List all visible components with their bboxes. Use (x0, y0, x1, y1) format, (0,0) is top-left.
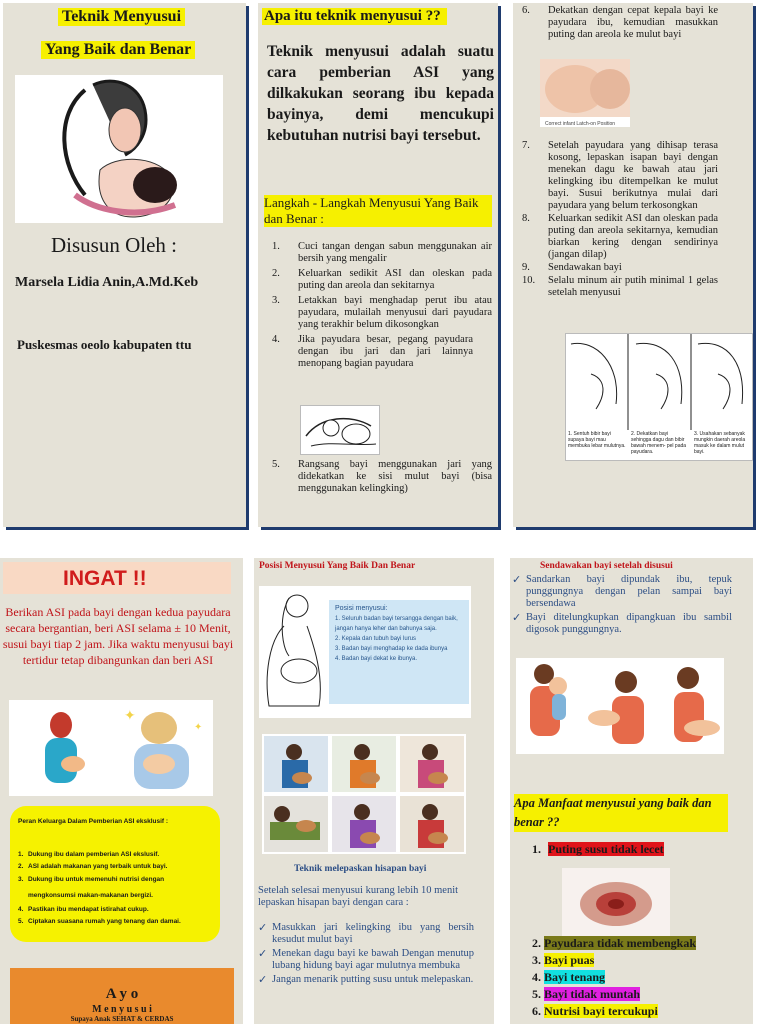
positions-heading: Posisi Menyusui Yang Baik Dan Benar (259, 561, 416, 571)
definition-heading: Apa itu teknik menyusui ?? (262, 8, 447, 25)
ayo-banner (10, 968, 234, 1024)
list-item: 4. Badan bayi dekat ke ibunya. (335, 656, 418, 662)
steps-heading: Langkah - Langkah Menyusui Yang Baik dan Benar : (264, 195, 492, 227)
list-item: 2. Kepala dan tubuh bayi lurus (335, 636, 417, 642)
mother-breastfeeding-illustration (15, 75, 223, 223)
breast-hold-illustration (300, 405, 380, 455)
benefit-label: Puting susu tidak lecet (548, 842, 664, 856)
list-item: 1. Seluruh badan bayi tersangga dengan baik, jangan hanya leher dan bahunya saja. (335, 616, 458, 632)
release-list (258, 922, 474, 986)
positions-box (329, 600, 469, 704)
ingat-banner (3, 562, 231, 594)
list-item: 10. Selalu minum air putih minimal 1 gelas setelah menyusui (522, 275, 718, 298)
list-item: ✓ Jangan menarik putting susu untuk melepaskan. (258, 974, 474, 986)
list-item: 2. Keluarkan sedikit ASI dan oleskan pada puting dan areola dan sekitarnya (272, 268, 492, 291)
family-role-list (18, 849, 212, 927)
list-item: 7. Setelah payudara yang dihisap terasa kosong, lepaskan isapan bayi dengan menekan dagu ke bawah atau jari kelingking ibu ditempelkan ke mulut bayi. Susui berikutnya mulai dari payudara yang belum terkosongkan (522, 140, 718, 211)
list-item: ✓ Menekan dagu bayi ke bawah Dengan menutup lubang hidung bayi agar mulutnya membuka (258, 948, 474, 972)
latch-on-photo (540, 59, 630, 127)
mothers-illustration (9, 700, 213, 796)
positions-illustration (259, 586, 471, 718)
list-item: ✓ Masukkan jari kelingking ibu yang bersih kesudut mulut bayi (258, 922, 474, 946)
list-item: 6. Dekatkan dengan cepat kepala bayi ke payudara ibu, kemudian masukkan puting dan areola ke mulut bayi (522, 5, 718, 40)
puskesmas-name: Puskesmas oeolo kabupaten ttu (17, 337, 192, 352)
latch-caption: Correct infant Latch-on Position (545, 121, 616, 127)
panel-definition (258, 3, 498, 527)
svg-text:✦: ✦ (194, 722, 203, 733)
list-item: 1. Dukung ibu dalam pemberian ASI ekslusif. (18, 851, 160, 858)
panel-reminder (0, 558, 243, 1024)
list-item: 4. Pastikan ibu mendapat istirahat cukup. (18, 906, 149, 913)
positions-title: Posisi menyusui: (335, 605, 388, 612)
diagram-caption-1: 1. Sentuh bibir bayi supaya bayi mau membuka lebar mulutnya. (568, 431, 626, 449)
list-item: ✓ Sandarkan bayi dipundak ibu, tepuk punggungnya dengan pelan sampai bayi bersendawa (512, 574, 732, 610)
panel-burping (510, 558, 753, 1024)
cover-title-2: Yang Baik dan Benar (41, 41, 195, 59)
release-heading: Teknik melepaskan hisapan bayi (294, 864, 427, 874)
positions-photo-grid (262, 734, 466, 854)
burping-list (512, 574, 732, 636)
burping-illustration (516, 658, 724, 754)
ayo-text: A y o (105, 986, 139, 1002)
nipple-photo (562, 868, 670, 936)
list-item: 4. Bayi tenang (532, 970, 606, 984)
supaya-text: Supaya Anak SEHAT & CERDAS (70, 1015, 174, 1023)
benefit-label: Payudara tidak membengkak (544, 936, 697, 950)
panel-steps (513, 3, 753, 527)
steps-list-6 (522, 5, 718, 41)
list-item: 6. Nutrisi bayi tercukupi (532, 1004, 658, 1018)
list-item: 3. Badan bayi menghadap ke dada ibunya (335, 646, 448, 652)
list-item: 5. Rangsang bayi menggunakan jari yang didekatkan ke sisi mulut bayi (bisa menggunakan kelingking) (272, 459, 492, 494)
ingat-title: INGAT !! (63, 567, 147, 590)
list-item: 5. Ciptakan suasana rumah yang tenang dan damai. (18, 917, 181, 925)
steps-list-7-10 (522, 140, 718, 299)
list-item: 3. Bayi puas (532, 953, 595, 967)
list-item: ✓ Bayi ditelungkupkan dipangkuan ibu sambil digosok punggungnya. (512, 612, 732, 636)
menyusui-text: M e n y u s u i (92, 1004, 152, 1015)
definition-text: Teknik menyusui adalah suatu cara pemberian ASI yang dilkakukan seorang ibu kepada bayinya, demi mencukupi kebutuhan nutrisi bayi tersebut. (267, 43, 494, 144)
list-item: 3. Dukung ibu untuk memenuhi nutrisi dengan mengkonsumsi makan-makanan bergizi. (18, 876, 165, 899)
latch-diagram (565, 333, 753, 461)
benefit-label: Bayi puas (544, 953, 595, 967)
benefits-item-1: 1. Puting susu tidak lecet (532, 842, 664, 856)
svg-text:✦: ✦ (124, 709, 136, 724)
panel-positions (254, 558, 494, 1024)
list-item: 5. Bayi tidak muntah (532, 987, 641, 1001)
family-role-title: Peran Keluarga Dalam Pemberian ASI eksklusif : (18, 818, 169, 825)
steps-list (272, 241, 492, 370)
steps-list-continued (272, 459, 492, 495)
release-intro: Setelah selesai menyusui kurang lebih 10 menit lepaskan hisapan bayi dengan cara : (258, 885, 459, 908)
list-item: 9. Sendawakan bayi (522, 262, 622, 273)
list-item: 1. Cuci tangan dengan sabun menggunakan air bersih yang mengalir (272, 241, 492, 264)
list-item: 3. Letakkan bayi menghadap perut ibu atau payudara, mulailah menyusui dari payudara yang terakhir belum dikosongkan (272, 295, 492, 330)
list-item: 8. Keluarkan sedikit ASI dan oleskan pada puting dan areola sekitarnya, kemudian biarkan kering dengan sendirinya (jangan dilap) (522, 213, 718, 260)
cover-title-1: Teknik Menyusui (58, 8, 185, 26)
list-item: 2. Payudara tidak membengkak (532, 936, 697, 950)
reminder-text: Berikan ASI pada bayi dengan kedua payudara secara bergantian, beri ASI selama ± 10 Menit, susui bayi tiap 2 jam. Jika waktu menyusui bayi tertidur tetap dibangunkan dan beri ASI (2, 605, 234, 667)
burping-heading: Sendawakan bayi setelah disusui (540, 561, 673, 571)
benefit-label: Nutrisi bayi tercukupi (544, 1004, 658, 1018)
author-name: Marsela Lidia Anin,A.Md.Keb (15, 275, 199, 290)
list-item: 4. Jika payudara besar, pegang payudara dengan ibu jari dan jari lainnya menopang bagian payudara (272, 334, 473, 369)
benefit-label: Bayi tidak muntah (544, 987, 641, 1001)
family-role-box (10, 806, 220, 942)
benefit-label: Bayi tenang (544, 970, 606, 984)
panel-cover (3, 3, 246, 527)
diagram-caption-2: 2. Dekatkan bayi sehingga dagu dan bibir bawah menem- pel pada payudara. (631, 431, 687, 455)
diagram-caption-3: 3. Usahakan sebanyak mungkin daerah areola masuk ke dalam mulut bayi. (694, 431, 746, 455)
benefits-heading: Apa Manfaat menyusui yang baik dan benar ?? (514, 794, 728, 832)
disusun-oleh: Disusun Oleh : (51, 233, 177, 257)
list-item: 2. ASI adalah makanan yang terbaik untuk bayi. (18, 862, 168, 870)
benefits-list (532, 935, 696, 1020)
